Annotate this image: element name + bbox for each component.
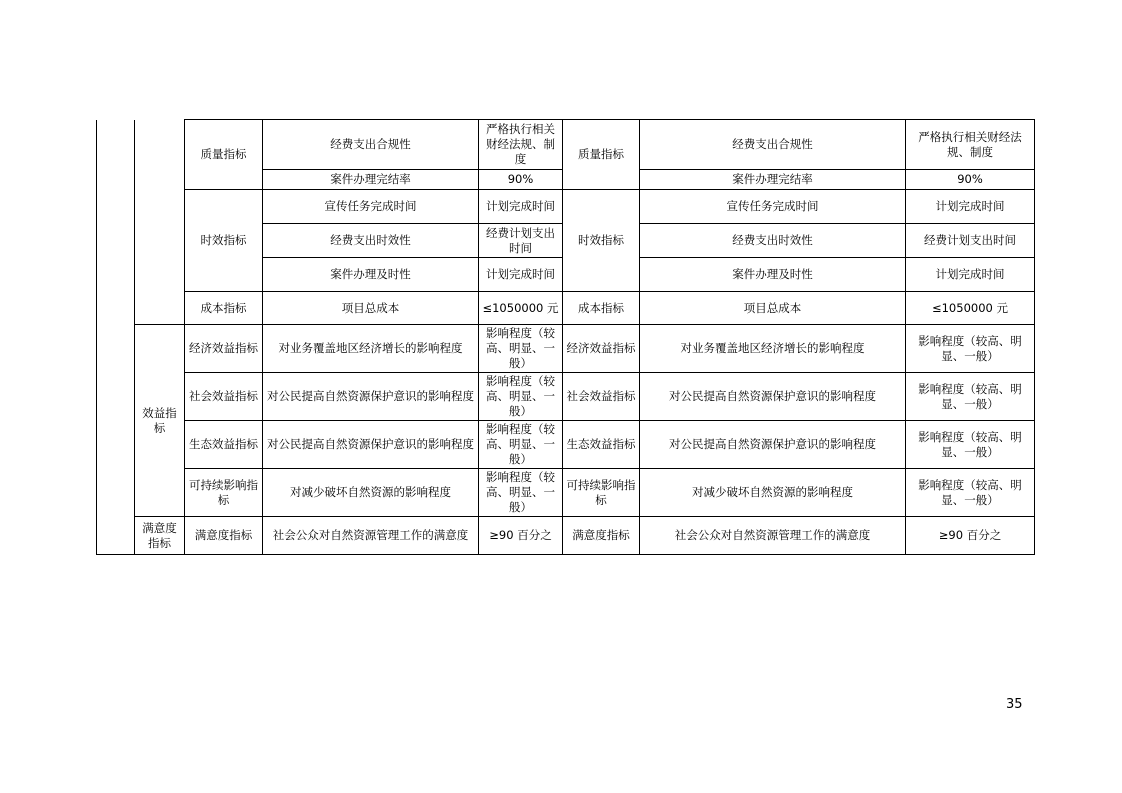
indicator-cell: 案件办理及时性	[640, 258, 906, 292]
indicator-cell: 对业务覆盖地区经济增长的影响程度	[640, 325, 906, 373]
category-cell: 质量指标	[563, 120, 640, 190]
target-cell: 严格执行相关财经法规、制度	[479, 120, 563, 170]
category-cell: 经济效益指标	[563, 325, 640, 373]
indicator-cell: 对减少破坏自然资源的影响程度	[263, 469, 479, 517]
category-cell: 生态效益指标	[563, 421, 640, 469]
target-cell: ≤1050000 元	[906, 292, 1035, 325]
target-cell: 影响程度（较高、明显、一般）	[479, 469, 563, 517]
category-cell: 时效指标	[185, 190, 263, 292]
satisfaction-group-cell: 满意度指标	[135, 517, 185, 555]
table-row	[97, 517, 1035, 555]
table-row	[97, 325, 1035, 373]
table-row	[97, 469, 1035, 517]
target-cell: 90%	[479, 170, 563, 190]
indicator-cell: 经费支出时效性	[263, 224, 479, 258]
indicator-cell: 社会公众对自然资源管理工作的满意度	[640, 517, 906, 555]
category-cell: 经济效益指标	[185, 325, 263, 373]
indicator-cell: 宣传任务完成时间	[263, 190, 479, 224]
benefit-group-cell: 效益指标	[135, 325, 185, 517]
target-cell: 影响程度（较高、明显、一般）	[479, 325, 563, 373]
category-cell: 成本指标	[563, 292, 640, 325]
indicator-cell: 案件办理完结率	[640, 170, 906, 190]
target-cell: 影响程度（较高、明显、一般）	[906, 469, 1035, 517]
target-cell: 经费计划支出时间	[479, 224, 563, 258]
target-cell: 影响程度（较高、明显、一般）	[906, 373, 1035, 421]
level2-cell	[135, 120, 185, 325]
category-cell: 成本指标	[185, 292, 263, 325]
target-cell: 90%	[906, 170, 1035, 190]
page-number: 35	[1006, 697, 1023, 712]
target-cell: 计划完成时间	[479, 258, 563, 292]
indicator-cell: 经费支出时效性	[640, 224, 906, 258]
target-cell: 计划完成时间	[906, 258, 1035, 292]
category-cell: 满意度指标	[185, 517, 263, 555]
indicator-cell: 对减少破坏自然资源的影响程度	[640, 469, 906, 517]
table-row	[97, 292, 1035, 325]
category-cell: 社会效益指标	[563, 373, 640, 421]
performance-indicator-table	[96, 119, 1035, 555]
category-cell: 时效指标	[563, 190, 640, 292]
indicator-cell: 案件办理完结率	[263, 170, 479, 190]
indicator-cell: 对公民提高自然资源保护意识的影响程度	[640, 421, 906, 469]
target-cell: 严格执行相关财经法规、制度	[906, 120, 1035, 170]
category-cell: 社会效益指标	[185, 373, 263, 421]
category-cell: 满意度指标	[563, 517, 640, 555]
level1-cell	[97, 120, 135, 555]
table-row	[97, 190, 1035, 224]
table-row	[97, 120, 1035, 170]
indicator-cell: 对公民提高自然资源保护意识的影响程度	[263, 373, 479, 421]
target-cell: 计划完成时间	[479, 190, 563, 224]
target-cell: 计划完成时间	[906, 190, 1035, 224]
target-cell: 影响程度（较高、明显、一般）	[906, 421, 1035, 469]
indicator-cell: 对业务覆盖地区经济增长的影响程度	[263, 325, 479, 373]
indicator-cell: 项目总成本	[640, 292, 906, 325]
indicator-cell: 案件办理及时性	[263, 258, 479, 292]
category-cell: 可持续影响指标	[185, 469, 263, 517]
category-cell: 质量指标	[185, 120, 263, 190]
indicator-cell: 项目总成本	[263, 292, 479, 325]
indicator-cell: 经费支出合规性	[640, 120, 906, 170]
indicator-cell: 宣传任务完成时间	[640, 190, 906, 224]
target-cell: ≤1050000 元	[479, 292, 563, 325]
target-cell: 影响程度（较高、明显、一般）	[906, 325, 1035, 373]
indicator-cell: 对公民提高自然资源保护意识的影响程度	[263, 421, 479, 469]
target-cell: 经费计划支出时间	[906, 224, 1035, 258]
table-row	[97, 373, 1035, 421]
indicator-cell: 经费支出合规性	[263, 120, 479, 170]
indicator-cell: 对公民提高自然资源保护意识的影响程度	[640, 373, 906, 421]
indicator-cell: 社会公众对自然资源管理工作的满意度	[263, 517, 479, 555]
table-row	[97, 421, 1035, 469]
category-cell: 可持续影响指标	[563, 469, 640, 517]
target-cell: ≥90 百分之	[479, 517, 563, 555]
target-cell: 影响程度（较高、明显、一般）	[479, 421, 563, 469]
target-cell: 影响程度（较高、明显、一般）	[479, 373, 563, 421]
target-cell: ≥90 百分之	[906, 517, 1035, 555]
category-cell: 生态效益指标	[185, 421, 263, 469]
